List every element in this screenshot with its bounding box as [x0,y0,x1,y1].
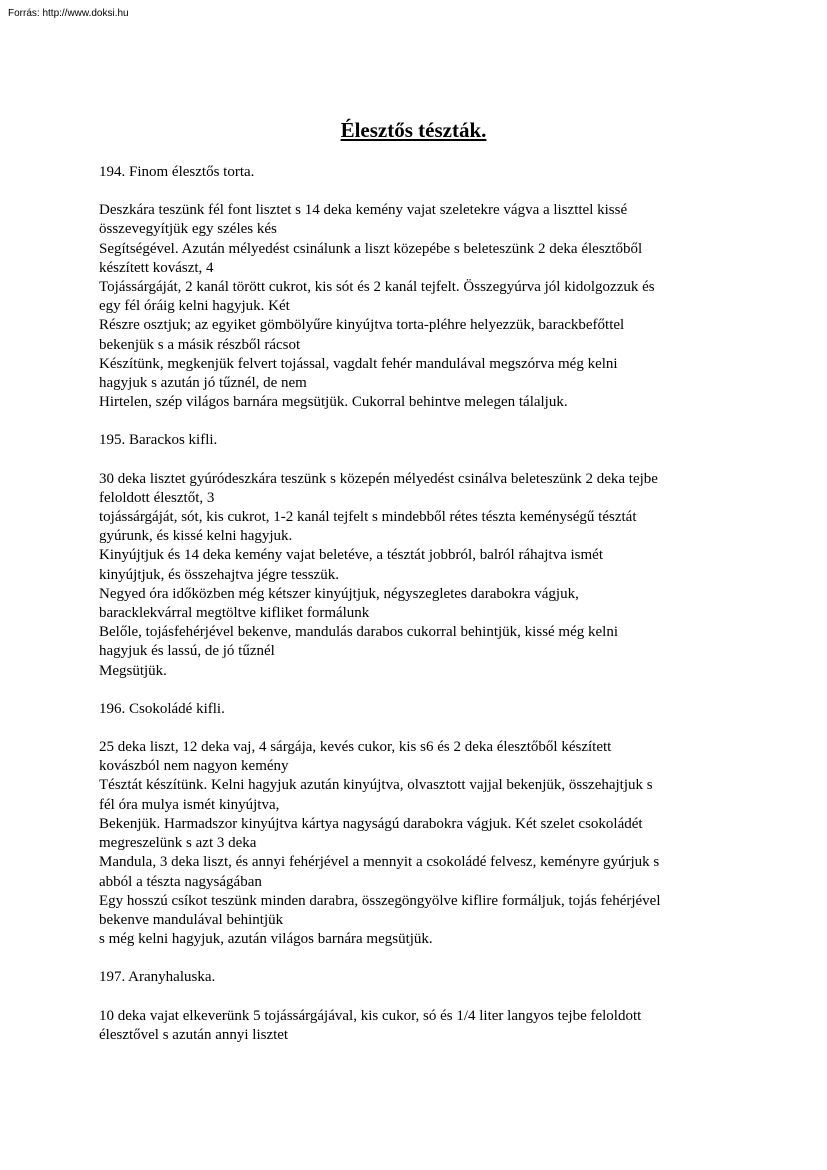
text-line: 25 deka liszt, 12 deka vaj, 4 sárgája, kevés cukor, kis s6 és 2 deka élesztőből készített [99,739,612,756]
recipe-text [99,470,729,681]
recipe-196 [99,700,729,949]
text-line: egy fél óráig kelni hagyjuk. Két [99,298,290,315]
recipe-heading: 196. Csokoládé kifli. [99,700,225,717]
text-line: Készítünk, megkenjük felvert tojással, vagdalt fehér mandulával megszórva még kelni [99,355,618,372]
text-line: Belőle, tojásfehérjével bekenve, mandulás darabos cukorral behintjük, kissé még kelni [99,624,619,641]
recipe-heading: 195. Barackos kifli. [99,432,218,449]
text-line: Deszkára teszünk fél font lisztet s 14 deka kemény vajat szeletekre vágva a liszttel kissé [99,202,628,219]
text-line: Részre osztjuk; az egyiket gömbölyűre kinyújtva torta-pléhre helyezzük, barackbefőttel [99,317,625,334]
text-line: 10 deka vajat elkeverünk 5 tojássárgájával, kis cukor, só és 1/4 liter langyos tejbe feloldott [99,1007,642,1024]
text-line: Tojássárgáját, 2 kanál törött cukrot, kis sót és 2 kanál tejfelt. Összegyúrva jól kidolgozzuk és [99,279,655,296]
text-line: s még kelni hagyjuk, azután világos barnára megsütjük. [99,931,433,948]
page-title: Élesztős tészták. [340,118,487,142]
text-line: abból a tészta nagyságában [99,873,262,890]
recipe-195 [99,431,729,680]
text-line: 30 deka lisztet gyúródeszkára teszünk s közepén mélyedést csinálva beleteszünk 2 deka tejbe [99,470,658,487]
text-line: kinyújtjuk, és összehajtva jégre tesszük. [99,566,339,583]
text-line: Bekenjük. Harmadszor kinyújtva kártya nagyságú darabokra vágjuk. Két szelet csokoládét [99,815,643,832]
text-line: Kinyújtjuk és 14 deka kemény vajat beletéve, a tésztát jobbról, balról ráhajtva ismét [99,547,604,564]
text-line: feloldott élesztőt, 3 [99,489,215,506]
recipe-heading: 194. Finom élesztős torta. [99,164,255,180]
recipe-194 [99,163,729,412]
text-line: gyúrunk, és kissé kelni hagyjuk. [99,528,293,545]
text-line: bekenve mandulával behintjük [99,911,284,928]
source-note: Forrás: http://www.doksi.hu [8,8,129,19]
recipe-text [99,1007,729,1045]
text-line: készített kovászt, 4 [99,259,214,276]
recipe-heading: 197. Aranyhaluska. [99,969,216,986]
text-line: hagyjuk s azután jó tűznél, de nem [99,375,307,392]
recipe-list [99,163,729,1064]
text-line: Mandula, 3 deka liszt, és annyi fehérjével a mennyit a csokoládé felvesz, keményre gyúrjuk s [99,854,660,871]
text-line: hagyjuk és lassú, de jó tűznél [99,643,275,660]
text-line: Segítségével. Azután mélyedést csinálunk a liszt közepébe s beleteszünk 2 deka élesztőből [99,240,643,257]
text-line: Negyed óra időközben még kétszer kinyújtjuk, négyszegletes darabokra vágjuk, [99,585,579,602]
text-line: megreszelünk s azt 3 deka [99,835,257,852]
text-line: kovászból nem nagyon kemény [99,758,289,775]
text-line: baracklekvárral megtöltve kifliket formálunk [99,605,370,622]
text-line: élesztővel s azután annyi lisztet [99,1026,289,1043]
text-line: összevegyítjük egy széles kés [99,221,277,238]
text-line: Egy hosszú csíkot teszünk minden darabra, összegöngyölve kiflire formáljuk, tojás fehérjével [99,892,661,909]
recipe-197 [99,968,729,1045]
recipe-text [99,201,729,412]
text-line: Tésztát készítünk. Kelni hagyjuk azután kinyújtva, olvasztott vajjal bekenjük, összehajtjuk s [99,777,653,794]
text-line: fél óra mulya ismét kinyújtva, [99,796,280,813]
recipe-text [99,738,729,949]
text-line: bekenjük s a másik részből rácsot [99,336,301,353]
text-line: tojássárgáját, sót, kis cukrot, 1-2 kanál tejfelt s mindebből rétes tészta keménységű tésztát [99,509,637,526]
text-line: Megsütjük. [99,662,167,679]
text-line: Hirtelen, szép világos barnára megsütjük. Cukorral behintve melegen tálaljuk. [99,394,568,411]
